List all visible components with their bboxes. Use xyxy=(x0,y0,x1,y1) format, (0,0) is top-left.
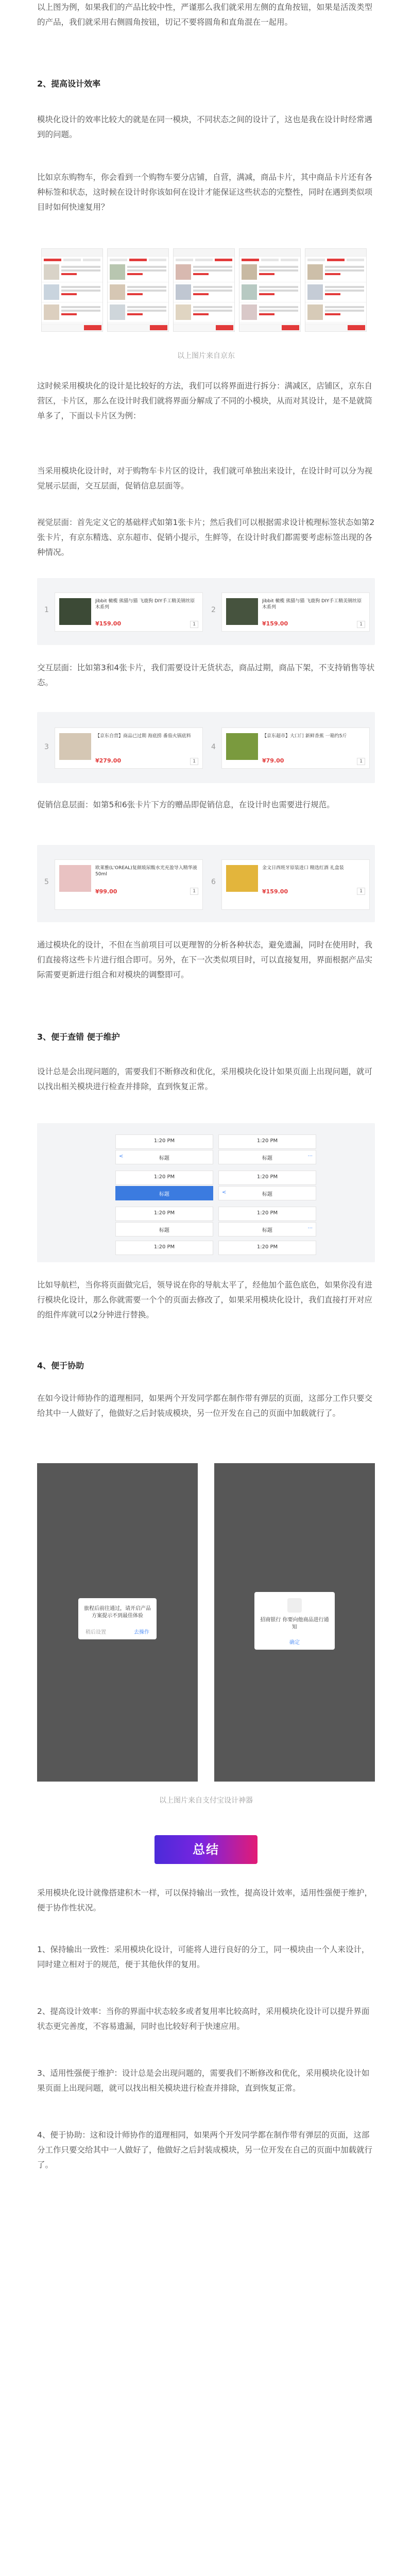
nav-bar xyxy=(115,1207,213,1221)
nav-bar xyxy=(218,1222,316,1236)
screenshot xyxy=(41,248,103,332)
figure-caption: 以上图片来自支付宝设计神器 xyxy=(159,1797,253,1805)
paragraph: 促销信息层面：如第5和6张卡片下方的赠品即促销信息，在设计时也需要进行规范。 xyxy=(37,800,335,809)
nav-bar xyxy=(115,1222,213,1236)
product-image xyxy=(226,865,258,892)
more-icon[interactable]: ··· xyxy=(307,1226,313,1231)
paragraph: 交互层面：比如第3和4张卡片，我们需要设计无货状态，商品过期，商品下架，不支持销售等状态。 xyxy=(37,663,375,687)
screenshot xyxy=(305,248,367,332)
section-heading: 4、便于协助 xyxy=(37,1361,84,1370)
product-title: 【京东自营】商品已过期 海底捞 番茄火锅底料 xyxy=(95,734,191,739)
card-number: 2 xyxy=(211,606,216,614)
summary-banner xyxy=(154,1835,258,1864)
nav-bar xyxy=(218,1171,316,1185)
nav-title: 标题 xyxy=(262,1156,272,1161)
nav-bar xyxy=(218,1134,316,1149)
nav-title: 标题 xyxy=(262,1228,272,1233)
back-icon[interactable]: < xyxy=(222,1190,227,1195)
dialog-message: 招商银行 你要向他商品进行通知 xyxy=(260,1617,329,1630)
paragraph: 当采用模块化设计时，对于购物车卡片区的设计，我们就可单独出来设计，在设计时可以分为视觉展示层面，交互层面，促销信息层面等。 xyxy=(37,466,373,490)
product-image xyxy=(226,598,258,625)
quantity-stepper[interactable]: 1 xyxy=(190,621,198,628)
nav-time: 1:20 PM xyxy=(153,1244,175,1250)
paragraph: 以上图为例，如果我们的产品比较中性，严谨那么我们就采用左侧的直角按钮，如果是活泼类型的产品，我们就采用右侧圆角按钮，切记不要将圆角和直角混在一起用。 xyxy=(37,3,373,27)
product-price: ¥79.00 xyxy=(262,757,284,764)
alert-dialog xyxy=(254,1592,335,1650)
paragraph: 采用模块化设计就像搭建积木一样，可以保持输出一致性，提高设计效率，适用性强便于维护，便于协作性状况。 xyxy=(37,1888,373,1912)
quantity-stepper[interactable]: 1 xyxy=(357,758,365,765)
card-number: 3 xyxy=(44,743,49,751)
nav-time: 1:20 PM xyxy=(256,1174,278,1180)
product-title: 【京东超市】大口门 新鲜香蕉 一箱约5斤 xyxy=(262,734,347,739)
paragraph: 通过模块化的设计，不但在当前项目可以更理智的分析各种状态，避免遗漏，同时在使用时，我们直接将这些卡片进行组合即可。另外，在下一次类似项目时，可以直接复用，界面根据产品实际需要更新进行组合和对模块的调整即可。 xyxy=(37,940,373,979)
card-number: 1 xyxy=(44,606,49,614)
dialog-message: 旅程后前往通过，请开启产品方案提示不到最佳体验 xyxy=(84,1606,151,1619)
card-number: 4 xyxy=(211,743,216,751)
summary-title: 总结 xyxy=(193,1842,219,1857)
nav-title: 标题 xyxy=(159,1228,169,1233)
product-title: Jibbit 橄榄 熊猫与猫 飞鹿狗 DIY手工精美钢丝原木系列 xyxy=(95,599,195,610)
nav-time: 1:20 PM xyxy=(153,1174,175,1180)
nav-bar xyxy=(218,1186,316,1200)
product-card xyxy=(221,727,370,769)
paragraph: 这时候采用模块化的设计是比较好的方法，我们可以将界面进行拆分：满减区，店铺区，京东自营区，卡片区，那么在设计时我们就将界面分解成了不同的小模块，从而对其设计，是不是就简单多了，下面以卡片区为例： xyxy=(37,381,373,420)
nav-time: 1:20 PM xyxy=(256,1210,278,1216)
product-title: Jibbit 橄榄 熊猫与猫 飞鹿狗 DIY手工精美钢丝原木系列 xyxy=(262,599,362,610)
cards-figure-3-4 xyxy=(37,712,375,783)
product-price: ¥279.00 xyxy=(95,757,122,764)
nav-bar-blue xyxy=(115,1186,213,1200)
dialog-cancel-button[interactable]: 稍后设置 xyxy=(85,1630,106,1635)
paragraph: 模块化设计的效率比较大的就是在同一模块，不同状态之间的设计了，这也是我在设计时经常遇到的问题。 xyxy=(37,115,373,139)
section-heading: 2、提高设计效率 xyxy=(37,79,101,89)
product-price: ¥159.00 xyxy=(262,888,288,895)
product-card xyxy=(55,592,203,632)
nav-bar xyxy=(115,1171,213,1185)
nav-bar xyxy=(218,1207,316,1221)
back-icon[interactable]: < xyxy=(119,1154,124,1159)
paragraph: 在如今设计师协作的道理相同，如果两个开发同学都在制作带有弹层的页面，这部分工作只要交给其中一人做好了，他做好之后封装成模块，另一位开发在自己的页面中加载就行了。 xyxy=(37,1394,373,1418)
screenshot xyxy=(239,248,301,332)
product-price: ¥159.00 xyxy=(95,620,122,627)
paragraph: 比如导航栏，当你将页面做完后，领导说在你的导航太平了，经他加个蓝色底色，如果你没有进行模块化设计，那么你就需要一个个的页面去修改了，如果采用模块化设计，我们直接打开对应的组件库就可以2分钟进行替换。 xyxy=(37,1280,373,1319)
paragraph: 设计总是会出现问题的，需要我们不断修改和优化，采用模块化设计如果页面上出现问题，就可以找出相关模块进行检查并排除，直到恢复正常。 xyxy=(37,1067,373,1091)
cards-figure-1-2 xyxy=(37,578,375,645)
alert-dialog xyxy=(78,1598,157,1639)
product-image xyxy=(59,733,91,760)
nav-time: 1:20 PM xyxy=(153,1138,175,1144)
product-image xyxy=(59,865,91,892)
jd-screenshots-figure xyxy=(37,241,375,344)
quantity-stepper[interactable]: 1 xyxy=(190,758,198,765)
product-card xyxy=(55,727,203,769)
bank-logo-icon xyxy=(287,1598,302,1613)
product-image xyxy=(226,733,258,760)
paragraph: 3、适用性强便于维护：设计总是会出现问题的，需要我们不断修改和优化，采用模块化设计如果页面上出现问题，就可以找出相关模块进行检查并排除，直到恢复正常。 xyxy=(37,2069,370,2093)
nav-title: 标题 xyxy=(159,1192,169,1197)
nav-bar xyxy=(218,1241,316,1255)
dialog-confirm-button[interactable]: 去操作 xyxy=(134,1630,149,1635)
product-card xyxy=(221,592,370,632)
phone-mockup xyxy=(37,1463,198,1782)
screenshot xyxy=(107,248,169,332)
screenshot xyxy=(173,248,235,332)
paragraph: 4、便于协助：这和设计师协作的道理相同，如果两个开发同学都在制作带有弹层的页面，这部分工作只要交给其中一人做好了，他做好之后封装成模块，另一位开发在自己的页面中加载就行了。 xyxy=(37,2130,373,2170)
quantity-stepper[interactable]: 1 xyxy=(190,888,198,895)
product-title: 欧莱雅(L'OREAL)复颜玻尿酸水光充盈导入精华液 50ml xyxy=(95,866,197,877)
nav-title: 标题 xyxy=(262,1192,272,1197)
nav-title: 标题 xyxy=(159,1156,169,1161)
nav-time: 1:20 PM xyxy=(256,1138,278,1144)
more-icon[interactable]: ··· xyxy=(307,1154,313,1159)
paragraph: 比如京东购物车，你会看到一个购物车要分店铺，自营，满减，商品卡片，其中商品卡片还有各种标签和状态，这时候在设计时你该如何在设计才能保证这些状态的完整性，同时在遇到类似项目时如何快速复用？ xyxy=(37,173,373,212)
nav-bar xyxy=(115,1134,213,1149)
product-price: ¥159.00 xyxy=(262,620,288,627)
section-heading: 3、便于查错 便于维护 xyxy=(37,1032,120,1042)
nav-bar xyxy=(115,1241,213,1255)
paragraph: 1、保持输出一致性：采用模块化设计，可能将人进行良好的分工，同一模块由一个人来设计，同时建立相对于的规范，便于其他伙伴的复用。 xyxy=(37,1945,370,1969)
product-card xyxy=(221,859,370,910)
nav-bar xyxy=(115,1150,213,1164)
card-number: 5 xyxy=(44,878,49,886)
product-card xyxy=(55,859,203,910)
product-price: ¥99.00 xyxy=(95,888,117,895)
nav-bar xyxy=(218,1150,316,1164)
cards-figure-5-6 xyxy=(37,845,375,922)
figure-caption: 以上图片来自京东 xyxy=(177,352,235,360)
card-number: 6 xyxy=(211,878,216,886)
nav-time: 1:20 PM xyxy=(153,1210,175,1216)
quantity-stepper[interactable]: 1 xyxy=(357,888,365,895)
product-image xyxy=(59,598,91,625)
phone-mockup xyxy=(214,1463,375,1782)
quantity-stepper[interactable]: 1 xyxy=(357,621,365,628)
nav-time: 1:20 PM xyxy=(256,1244,278,1250)
product-title: 金文日西班牙原装进口 精选红酒 礼盒装 xyxy=(262,866,344,871)
navbar-figure xyxy=(37,1123,375,1262)
paragraph: 视觉层面：首先定义它的基础样式如第1张卡片；然后我们可以根据需求设计梳理标签状态如第2张卡片，有京东精选、京东超市、促销小提示，生鲜等，在设计时我们都需要考虑标签出现的各种情况。 xyxy=(37,518,375,557)
dialog-confirm-button[interactable]: 确定 xyxy=(289,1640,300,1646)
paragraph: 2、提高设计效率：当你的界面中状态较多或者复用率比较高时，采用模块化设计可以提升界面状态更完善度，不容易遗漏，同时也比较好利于快速应用。 xyxy=(37,2007,370,2031)
